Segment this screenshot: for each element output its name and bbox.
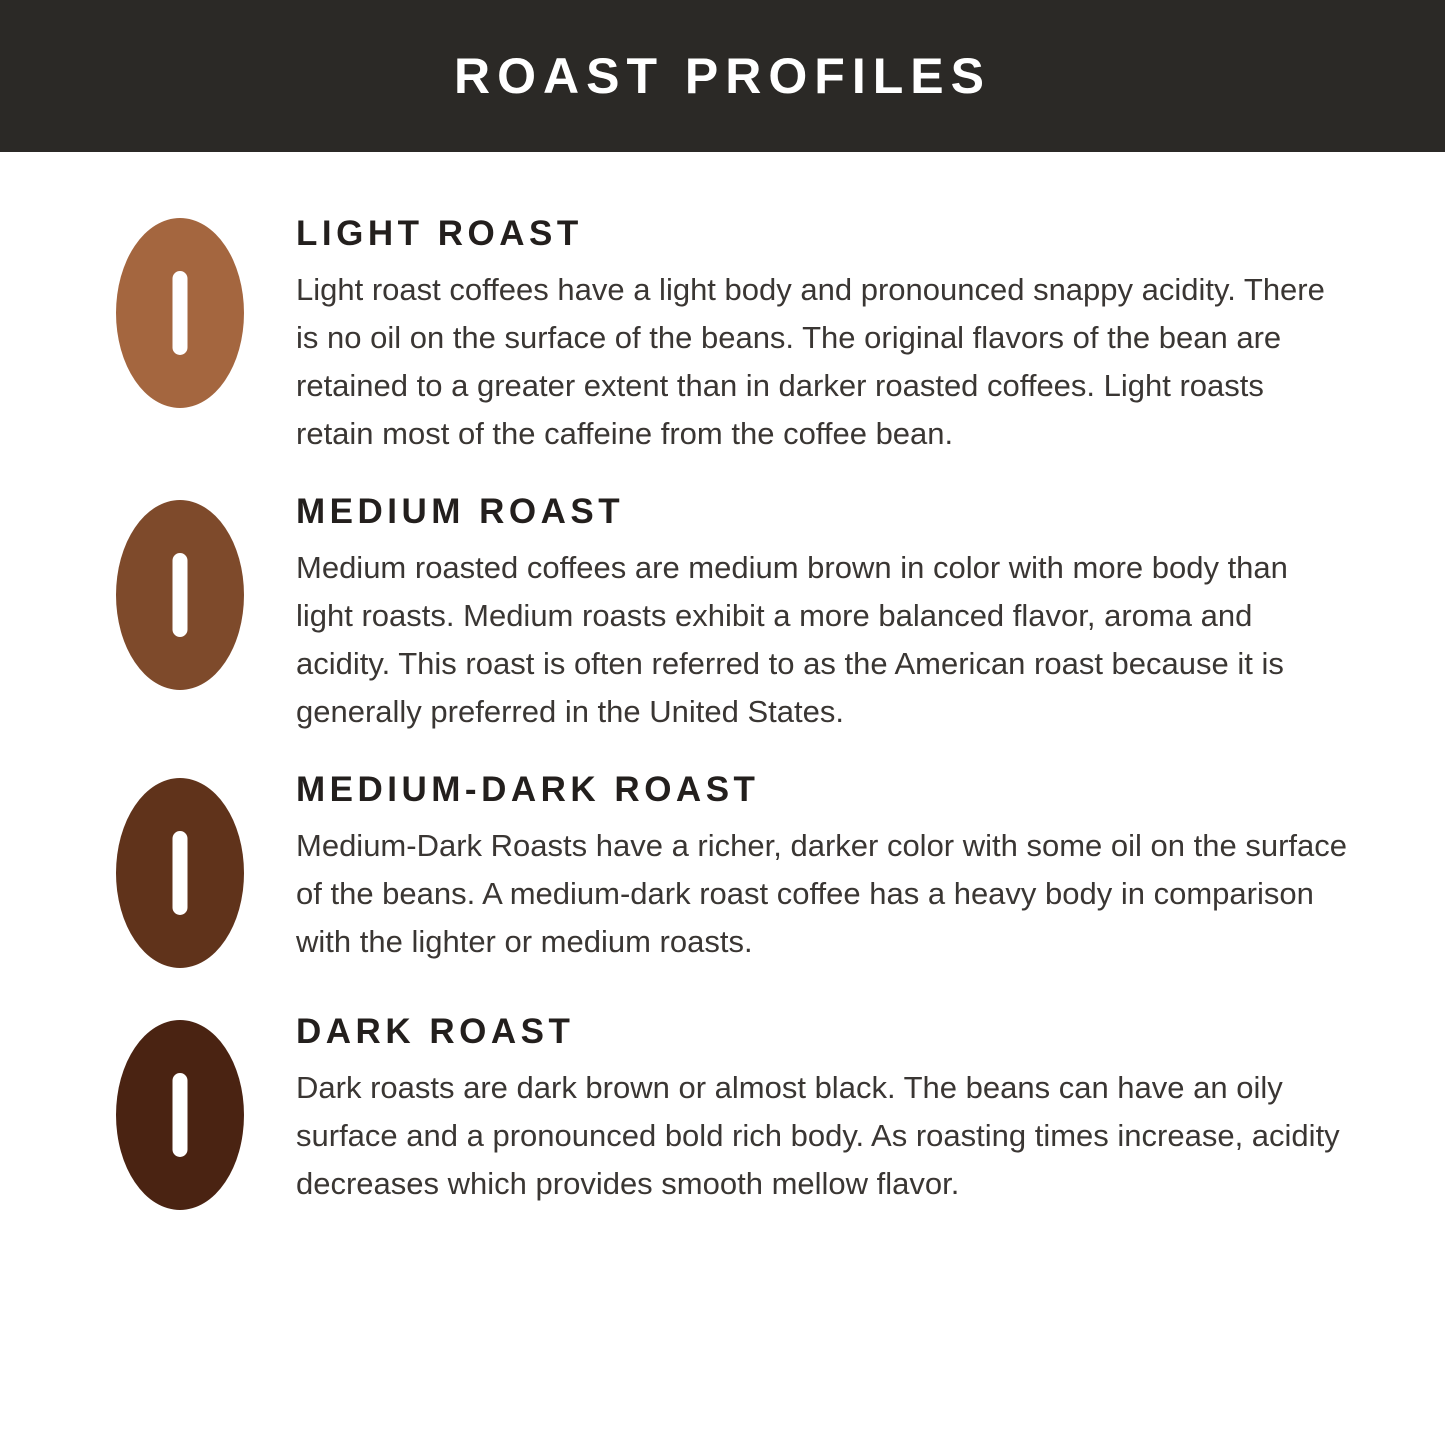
roast-description-medium-dark: Medium-Dark Roasts have a richer, darker color with some oil on the surface of the beans. A medium-dark roast coffee has a heavy body in comparison with the lighter or medium roasts. [296, 828, 1347, 960]
roast-text-light [280, 214, 1349, 458]
roast-item-dark [80, 1012, 1349, 1210]
roast-text-dark [280, 1012, 1349, 1208]
bean-crease [173, 553, 188, 637]
roast-title-light: LIGHT ROAST [296, 214, 583, 253]
header-banner [0, 0, 1445, 152]
bean-icon-wrap-dark [80, 1012, 280, 1210]
coffee-bean-icon [116, 218, 244, 408]
coffee-bean-icon [116, 1020, 244, 1210]
page-title: ROAST PROFILES [454, 48, 991, 104]
roast-description-medium: Medium roasted coffees are medium brown in color with more body than light roasts. Medium roasts exhibit a more balanced flavor, aroma and acidity. This roast is often referred to as the American roast because it is generally preferred in the United States. [296, 550, 1288, 730]
roast-item-medium-dark [80, 770, 1349, 968]
coffee-bean-icon [116, 500, 244, 690]
roast-title-medium-dark: MEDIUM-DARK ROAST [296, 770, 760, 810]
bean-crease [173, 271, 188, 355]
roast-item-light [80, 214, 1349, 458]
roast-title-dark: DARK ROAST [296, 1012, 575, 1052]
roast-title-medium: MEDIUM ROAST [296, 492, 625, 532]
roast-text-medium [280, 492, 1349, 736]
roast-list [0, 152, 1445, 1210]
bean-icon-wrap-medium [80, 492, 280, 690]
roast-description-dark: Dark roasts are dark brown or almost black. The beans can have an oily surface and a pronounced bold rich body. As roasting times increase, acidity decreases which provides smooth mellow flavor. [296, 1070, 1340, 1202]
coffee-bean-icon [116, 778, 244, 968]
roast-description-light: Light roast coffees have a light body and pronounced snappy acidity. There is no oil on the surface of the beans. The original flavors of the bean are retained to a greater extent than in darker roasted coffees. Light roasts retain most of the caffeine from the coffee bean. [296, 272, 1325, 452]
bean-icon-wrap-medium-dark [80, 770, 280, 968]
roast-text-medium-dark [280, 770, 1349, 966]
roast-item-medium [80, 492, 1349, 736]
bean-icon-wrap-light [80, 214, 280, 408]
bean-crease [173, 831, 188, 915]
bean-crease [173, 1073, 188, 1157]
